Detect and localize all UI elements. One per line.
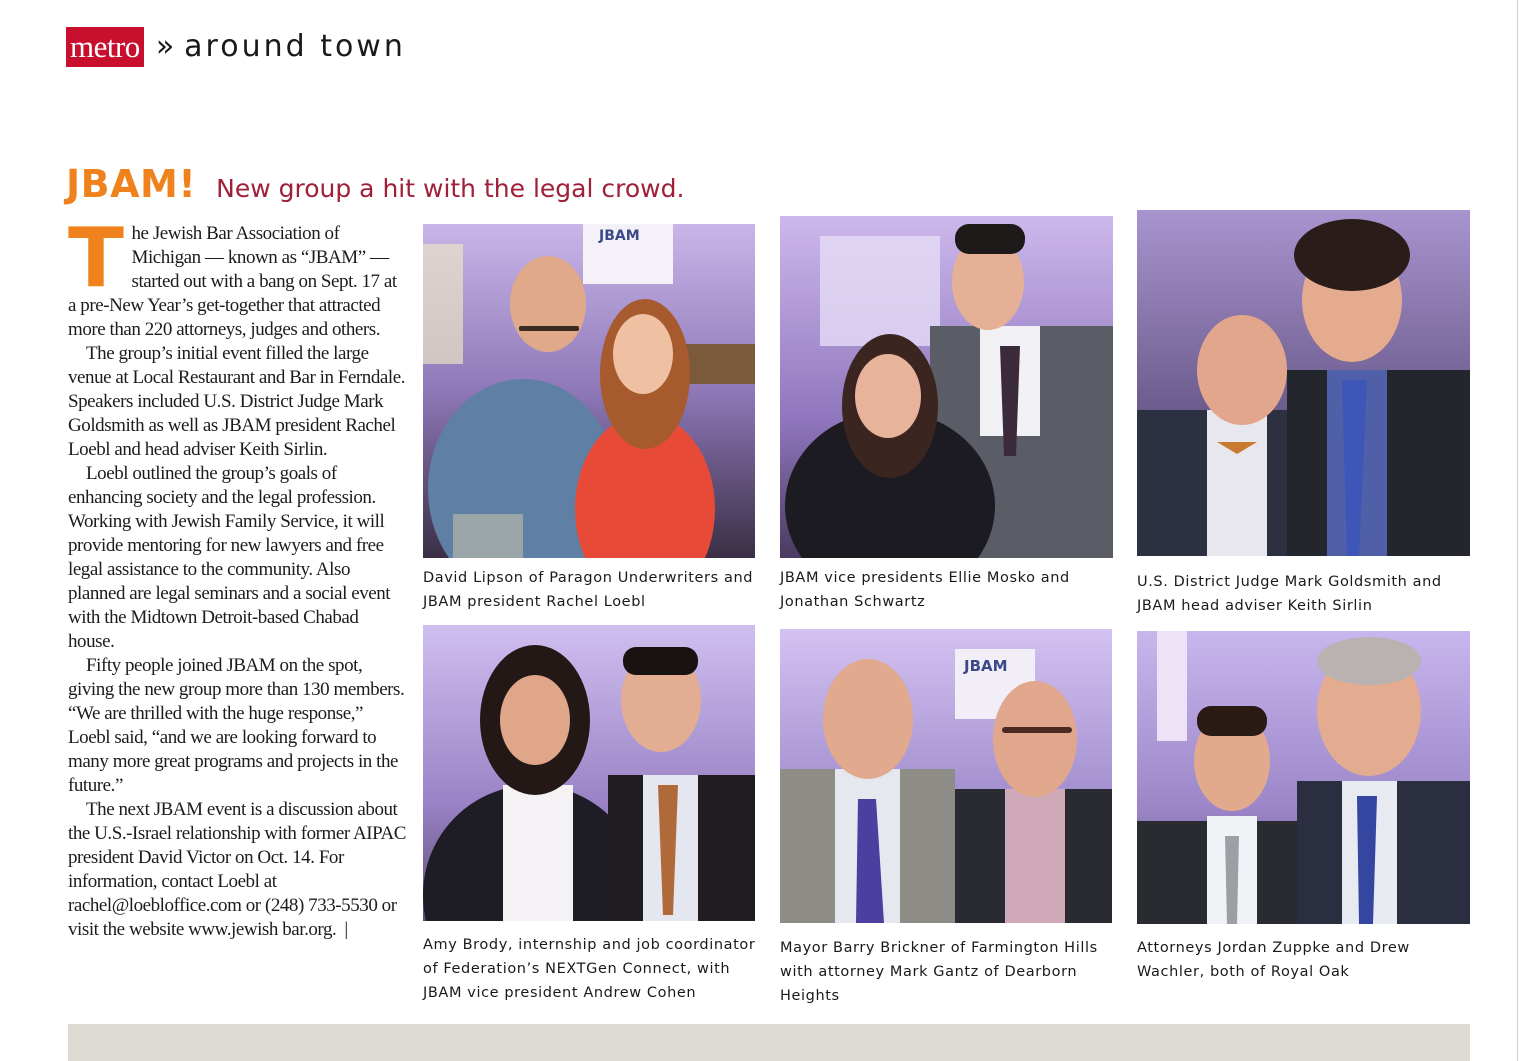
photo-caption-2: JBAM vice presidents Ellie Mosko and Jonathan Schwartz <box>780 570 1070 610</box>
page-header <box>66 26 406 68</box>
drop-cap: T <box>68 211 124 306</box>
photo-caption-1: David Lipson of Paragon Underwriters and JBAM president Rachel Loebl <box>423 570 754 610</box>
article-paragraph-4: Fifty people joined JBAM on the spot, giving the new group more than 130 members. “We are thrilled with the huge response,” Loebl said, “and we are looking forward to many more great programs and projects in the future.” <box>68 655 405 796</box>
article-paragraph-2: The group’s initial event filled the large venue at Local Restaurant and Bar in Ferndale. Speakers included U.S. District Judge Mark Goldsmith as well as JBAM president Rachel Loebl and head adviser Keith Sirlin. <box>68 343 405 460</box>
article-body <box>68 211 406 942</box>
photo-brickner-gantz <box>780 629 1112 923</box>
photo-mosko-schwartz <box>780 216 1113 558</box>
article-paragraph-1: he Jewish Bar Association of Michigan — known as “JBAM” — started out with a bang on Sept. 17 at a pre-New Year’s get-together that attracted more than 220 attorneys, judges and others. <box>68 223 397 340</box>
photo-caption-4: Amy Brody, internship and job coordinator of Federation’s NEXTGen Connect, with JBAM vice president Andrew Cohen <box>423 937 756 1001</box>
end-mark: | <box>344 919 348 940</box>
photo-brody-cohen <box>423 625 755 921</box>
footer-band <box>68 1024 1470 1061</box>
headline-main: JBAM! <box>66 162 197 206</box>
article-paragraph-3: Loebl outlined the group’s goals of enhancing society and the legal profession. Working with Jewish Family Service, it will provide mentoring for new lawyers and free legal assistance to the community. Also planned are legal seminars and a social event with the Midtown Detroit-based Chabad house. <box>68 463 391 652</box>
photo-zuppke-wachler <box>1137 631 1470 924</box>
page-edge-rule <box>1517 0 1518 1061</box>
photo-caption-3: U.S. District Judge Mark Goldsmith and JBAM head adviser Keith Sirlin <box>1137 574 1442 614</box>
article-paragraph-5 <box>68 798 406 942</box>
photo-caption-5: Mayor Barry Brickner of Farmington Hills with attorney Mark Gantz of Dearborn Heights <box>780 940 1098 1004</box>
photo-lipson-loebl <box>423 224 755 558</box>
article-paragraph-5-text: The next JBAM event is a discussion about the U.S.-Israel relationship with former AIPAC president David Victor on Oct. 14. For information, contact Loebl at rachel@loebloffice.com or (248) 733-5530 or visit the website www.jewish bar.org. <box>68 799 406 940</box>
photo-goldsmith-sirlin <box>1137 210 1470 556</box>
metro-logo: metro <box>66 27 144 67</box>
photo-caption-6: Attorneys Jordan Zuppke and Drew Wachler, both of Royal Oak <box>1137 940 1410 980</box>
jbam-sign-text: JBAM <box>599 228 640 244</box>
section-title: around town <box>184 29 406 64</box>
headline-subtitle: New group a hit with the legal crowd. <box>216 174 685 203</box>
chevron-right-icon: » <box>155 29 175 64</box>
jbam-sign-text-2: JBAM <box>964 657 1008 675</box>
headline <box>66 162 684 206</box>
